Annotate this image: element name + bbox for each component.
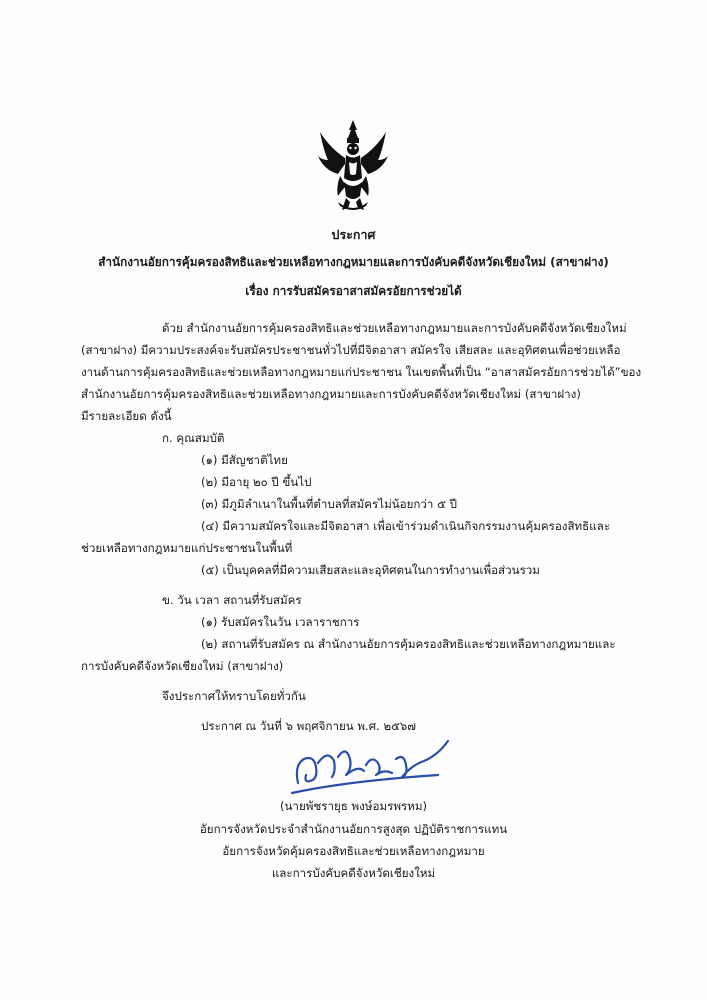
garuda-emblem-icon: [316, 118, 390, 214]
section-heading: ข. วัน เวลา สถานที่รับสมัคร: [162, 593, 302, 607]
list-item: (๑) รับสมัครในวัน เวลาราชการ: [201, 615, 360, 629]
list-item-continuation: ช่วยเหลือทางกฎหมายแก่ประชาชนในพื้นที่: [81, 541, 293, 555]
handwritten-signature: [288, 735, 458, 795]
signatory-name: (นายพัชรายุธ พงษ์อมรพรหม): [279, 799, 427, 813]
subject-line: เรื่อง การรับสมัครอาสาสมัครอัยการช่วยได้: [245, 284, 462, 298]
signatory-position-line: อัยการจังหวัดคุ้มครองสิทธิและช่วยเหลือทางกฎหมาย: [222, 844, 485, 858]
signatory-position-line: และการบังคับคดีจังหวัดเชียงใหม่: [271, 866, 436, 880]
intro-line: สำนักงานอัยการคุ้มครองสิทธิและช่วยเหลือทางกฎหมายและการบังคับคดีจังหวัดเชียงใหม่ (สาขาฝาง): [81, 387, 581, 401]
list-item: (๓) มีภูมิลำเนาในพื้นที่ตำบลที่สมัครไม่น้อยกว่า ๕ ปี: [201, 497, 457, 511]
announcement-date: ประกาศ ณ วันที่ ๖ พฤศจิกายน พ.ศ. ๒๕๖๗: [201, 719, 416, 733]
intro-line: (สาขาฝาง) มีความประสงค์จะรับสมัครประชาชนทั่วไปที่มีจิตอาสา สมัครใจ เสียสละ และอุทิศตนเพื่อช่วยเหลือ: [81, 343, 621, 357]
agency-name: สำนักงานอัยการคุ้มครองสิทธิและช่วยเหลือทางกฎหมายและการบังคับคดีจังหวัดเชียงใหม่ (สาขาฝาง): [98, 255, 609, 269]
list-item: (๑) มีสัญชาติไทย: [201, 453, 288, 467]
signatory-position-line: อัยการจังหวัดประจำสำนักงานอัยการสูงสุด ปฏิบัติราชการแทน: [199, 822, 508, 836]
section-heading: ก. คุณสมบัติ: [162, 431, 225, 445]
intro-line: มีรายละเอียด ดังนี้: [81, 409, 172, 423]
list-item-continuation: การบังคับคดีจังหวัดเชียงใหม่ (สาขาฝาง): [81, 659, 284, 673]
document-title: ประกาศ: [331, 227, 376, 242]
list-item: (๒) มีอายุ ๒๐ ปี ขึ้นไป: [201, 475, 312, 489]
list-item: (๔) มีความสมัครใจและมีจิตอาสา เพื่อเข้าร่วมดำเนินกิจกรรมงานคุ้มครองสิทธิและ: [201, 519, 611, 533]
closing-statement: จึงประกาศให้ทราบโดยทั่วกัน: [162, 689, 306, 703]
list-item: (๒) สถานที่รับสมัคร ณ สำนักงานอัยการคุ้มครองสิทธิและช่วยเหลือทางกฎหมายและ: [201, 637, 616, 651]
intro-line: งานด้านการคุ้มครองสิทธิและช่วยเหลือทางกฎหมายแก่ประชาชน ในเขตพื้นที่เป็น “อาสาสมัครอัยการช่วยได้”ของ: [81, 365, 642, 379]
intro-line: ด้วย สำนักงานอัยการคุ้มครองสิทธิและช่วยเหลือทางกฎหมายและการบังคับคดีจังหวัดเชียงใหม่: [162, 321, 627, 335]
list-item: (๕) เป็นบุคคลที่มีความเสียสละและอุทิศตนในการทำงานเพื่อส่วนรวม: [201, 563, 540, 577]
